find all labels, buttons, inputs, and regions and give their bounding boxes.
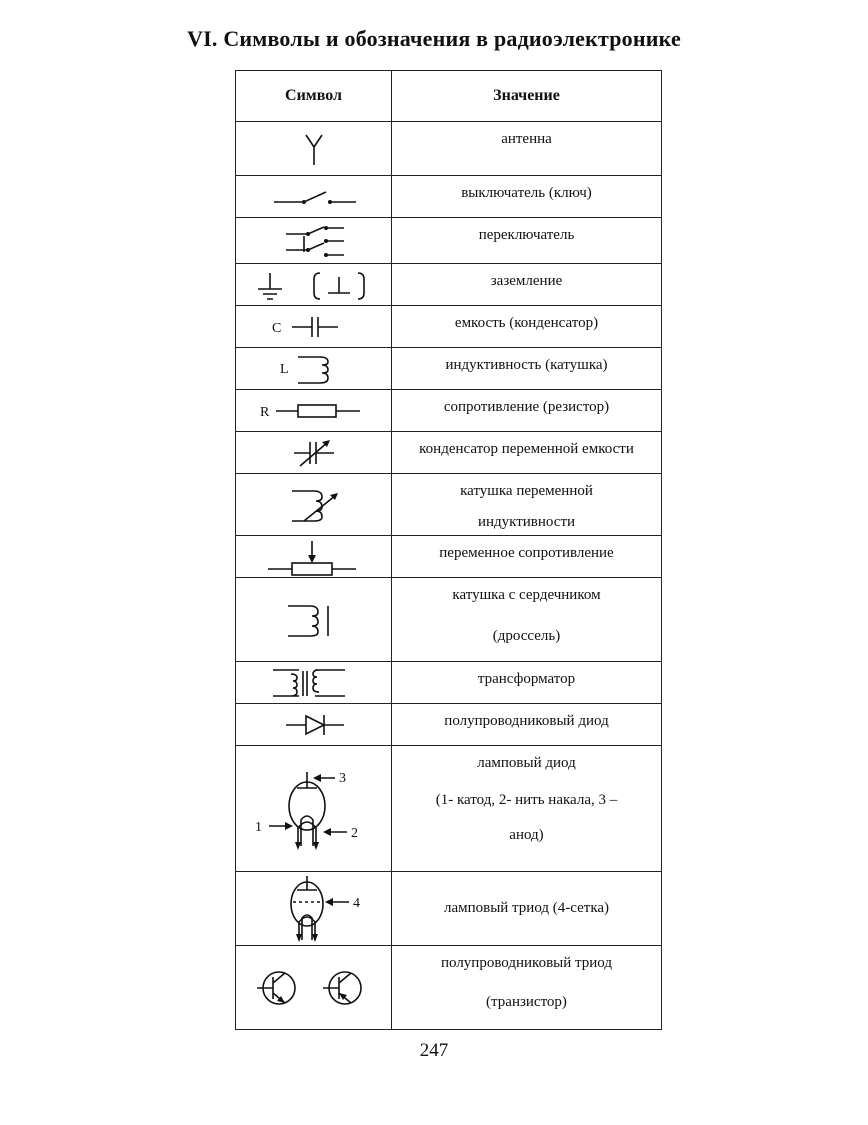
- header-meaning: Значение: [392, 71, 662, 122]
- meaning-text: полупроводниковый диод: [444, 713, 609, 729]
- label-cathode: 1: [254, 819, 262, 835]
- table-row: [236, 432, 662, 474]
- table-row: [236, 536, 662, 578]
- meaning-text: (дроссель): [492, 627, 561, 644]
- meaning-text: (1- катод, 2- нить накала, 3 –: [435, 791, 618, 808]
- header-symbol: Символ: [236, 71, 392, 122]
- meaning-text: конденсатор переменной емкости: [419, 441, 634, 457]
- antenna-icon: [284, 129, 344, 169]
- variable-capacitor-icon: [264, 436, 364, 470]
- label-filament: 2: [350, 825, 358, 841]
- table-header-row: [236, 71, 662, 122]
- meaning-text: сопротивление (резистор): [443, 399, 610, 415]
- resistor-label: R: [259, 404, 269, 420]
- table-row: [236, 662, 662, 704]
- resistor-icon: [254, 396, 374, 426]
- table-row: [236, 306, 662, 348]
- switch-icon: [264, 182, 364, 212]
- symbols-table: [235, 70, 662, 1030]
- meaning-text: полупроводниковый триод: [440, 955, 612, 971]
- table-row: [236, 390, 662, 432]
- table-row: [236, 746, 662, 872]
- capacitor-label: C: [271, 320, 281, 336]
- transformer-icon: [259, 666, 369, 700]
- meaning-text: ламповый триод (4-сетка): [443, 900, 610, 917]
- meaning-text: переключатель: [478, 227, 575, 243]
- meaning-text: анод): [509, 826, 544, 843]
- table-row: [236, 474, 662, 536]
- table-row: [236, 176, 662, 218]
- vacuum-diode-icon: [249, 754, 379, 864]
- meaning-text: трансформатор: [477, 671, 576, 687]
- vacuum-triode-icon: [249, 874, 379, 944]
- semiconductor-diode-icon: [264, 710, 364, 740]
- meaning-text: индуктивность (катушка): [445, 357, 608, 373]
- meaning-text: заземление: [490, 273, 563, 289]
- table-row: [236, 264, 662, 306]
- meaning-text: катушка с сердечником: [452, 587, 601, 603]
- table-row: [236, 218, 662, 264]
- table-row: [236, 348, 662, 390]
- meaning-text: емкость (конденсатор): [454, 315, 599, 331]
- table-row: [236, 578, 662, 662]
- meaning-text: антенна: [501, 131, 552, 147]
- meaning-text: выключатель (ключ): [461, 185, 592, 201]
- meaning-text: (транзистор): [486, 993, 567, 1010]
- label-anode: 3: [338, 770, 346, 786]
- inductor-icon: [264, 351, 364, 387]
- meaning-text: индуктивности: [477, 513, 576, 530]
- transistor-icon: [249, 963, 379, 1013]
- meaning-text: переменное сопротивление: [439, 545, 614, 561]
- table-row: [236, 946, 662, 1030]
- page-number: 247: [419, 1040, 449, 1061]
- inductor-label: L: [279, 361, 289, 377]
- capacitor-icon: [264, 312, 364, 342]
- variable-inductor-icon: [264, 483, 364, 527]
- label-grid: 4: [352, 895, 360, 911]
- changeover-switch-icon: [264, 222, 364, 260]
- page-title: VI. Символы и обозначения в радиоэлектронике: [187, 26, 681, 51]
- choke-icon: [264, 598, 364, 642]
- potentiometer-icon: [254, 537, 374, 577]
- meaning-text: ламповый диод: [477, 755, 576, 771]
- ground-icon: [254, 267, 374, 303]
- meaning-text: катушка переменной: [460, 483, 593, 499]
- table-row: [236, 704, 662, 746]
- table-row: [236, 122, 662, 176]
- table-row: [236, 872, 662, 946]
